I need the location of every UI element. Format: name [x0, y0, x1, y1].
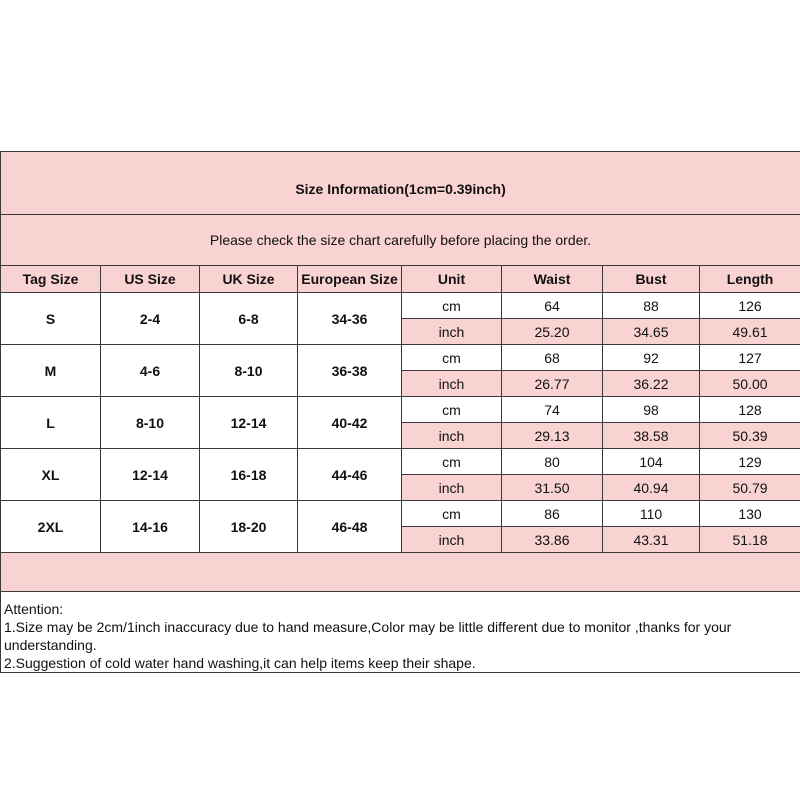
unit-cell: inch: [402, 475, 502, 501]
size-table: [0, 151, 800, 673]
unit-cell: cm: [402, 449, 502, 475]
unit-cell: cm: [402, 293, 502, 319]
uk-size-cell: 18-20: [200, 501, 298, 553]
length-cell: 126: [700, 293, 800, 319]
eu-size-cell: 34-36: [298, 293, 402, 345]
tag-size-cell: S: [1, 293, 101, 345]
unit-cell: cm: [402, 345, 502, 371]
bust-cell: 40.94: [603, 475, 700, 501]
uk-size-cell: 8-10: [200, 345, 298, 397]
length-cell: 50.00: [700, 371, 800, 397]
eu-size-cell: 40-42: [298, 397, 402, 449]
chart-title: Size Information(1cm=0.39inch): [1, 152, 800, 215]
header-bust: Bust: [603, 266, 700, 293]
eu-size-cell: 44-46: [298, 449, 402, 501]
us-size-cell: 2-4: [101, 293, 200, 345]
waist-cell: 68: [502, 345, 603, 371]
waist-cell: 86: [502, 501, 603, 527]
table-row: [1, 449, 800, 475]
waist-cell: 80: [502, 449, 603, 475]
bust-cell: 98: [603, 397, 700, 423]
tag-size-cell: XL: [1, 449, 101, 501]
length-cell: 129: [700, 449, 800, 475]
us-size-cell: 4-6: [101, 345, 200, 397]
header-us-size: US Size: [101, 266, 200, 293]
table-row: [1, 501, 800, 527]
bust-cell: 43.31: [603, 527, 700, 553]
table-row: [1, 397, 800, 423]
bust-cell: 38.58: [603, 423, 700, 449]
attention-heading: Attention:: [4, 601, 64, 617]
bust-cell: 36.22: [603, 371, 700, 397]
attention-note-2: 2.Suggestion of cold water hand washing,it can help items keep their shape.: [4, 655, 476, 671]
waist-cell: 74: [502, 397, 603, 423]
length-cell: 130: [700, 501, 800, 527]
length-cell: 50.39: [700, 423, 800, 449]
unit-cell: inch: [402, 371, 502, 397]
uk-size-cell: 12-14: [200, 397, 298, 449]
header-european-size: European Size: [298, 266, 402, 293]
eu-size-cell: 36-38: [298, 345, 402, 397]
waist-cell: 26.77: [502, 371, 603, 397]
unit-cell: inch: [402, 319, 502, 345]
unit-cell: inch: [402, 423, 502, 449]
us-size-cell: 14-16: [101, 501, 200, 553]
waist-cell: 64: [502, 293, 603, 319]
table-row: [1, 345, 800, 371]
waist-cell: 33.86: [502, 527, 603, 553]
length-cell: 50.79: [700, 475, 800, 501]
length-cell: 128: [700, 397, 800, 423]
length-cell: 49.61: [700, 319, 800, 345]
bust-cell: 88: [603, 293, 700, 319]
bust-cell: 92: [603, 345, 700, 371]
header-waist: Waist: [502, 266, 603, 293]
unit-cell: cm: [402, 397, 502, 423]
header-tag-size: Tag Size: [1, 266, 101, 293]
us-size-cell: 12-14: [101, 449, 200, 501]
table-row: [1, 293, 800, 319]
tag-size-cell: M: [1, 345, 101, 397]
header-uk-size: UK Size: [200, 266, 298, 293]
tag-size-cell: L: [1, 397, 101, 449]
bust-cell: 110: [603, 501, 700, 527]
header-length: Length: [700, 266, 800, 293]
bust-cell: 34.65: [603, 319, 700, 345]
header-unit: Unit: [402, 266, 502, 293]
waist-cell: 29.13: [502, 423, 603, 449]
size-chart: [0, 151, 800, 671]
waist-cell: 31.50: [502, 475, 603, 501]
uk-size-cell: 6-8: [200, 293, 298, 345]
attention-note-1: 1.Size may be 2cm/1inch inaccuracy due to hand measure,Color may be little different due to monitor ,thanks for your understanding.: [4, 619, 732, 653]
tag-size-cell: 2XL: [1, 501, 101, 553]
bust-cell: 104: [603, 449, 700, 475]
unit-cell: inch: [402, 527, 502, 553]
uk-size-cell: 16-18: [200, 449, 298, 501]
spacer-band: [1, 553, 800, 592]
unit-cell: cm: [402, 501, 502, 527]
attention-notes: [1, 592, 800, 673]
length-cell: 127: [700, 345, 800, 371]
us-size-cell: 8-10: [101, 397, 200, 449]
chart-subtitle: Please check the size chart carefully before placing the order.: [1, 215, 800, 266]
header-row: [1, 266, 800, 293]
length-cell: 51.18: [700, 527, 800, 553]
waist-cell: 25.20: [502, 319, 603, 345]
eu-size-cell: 46-48: [298, 501, 402, 553]
